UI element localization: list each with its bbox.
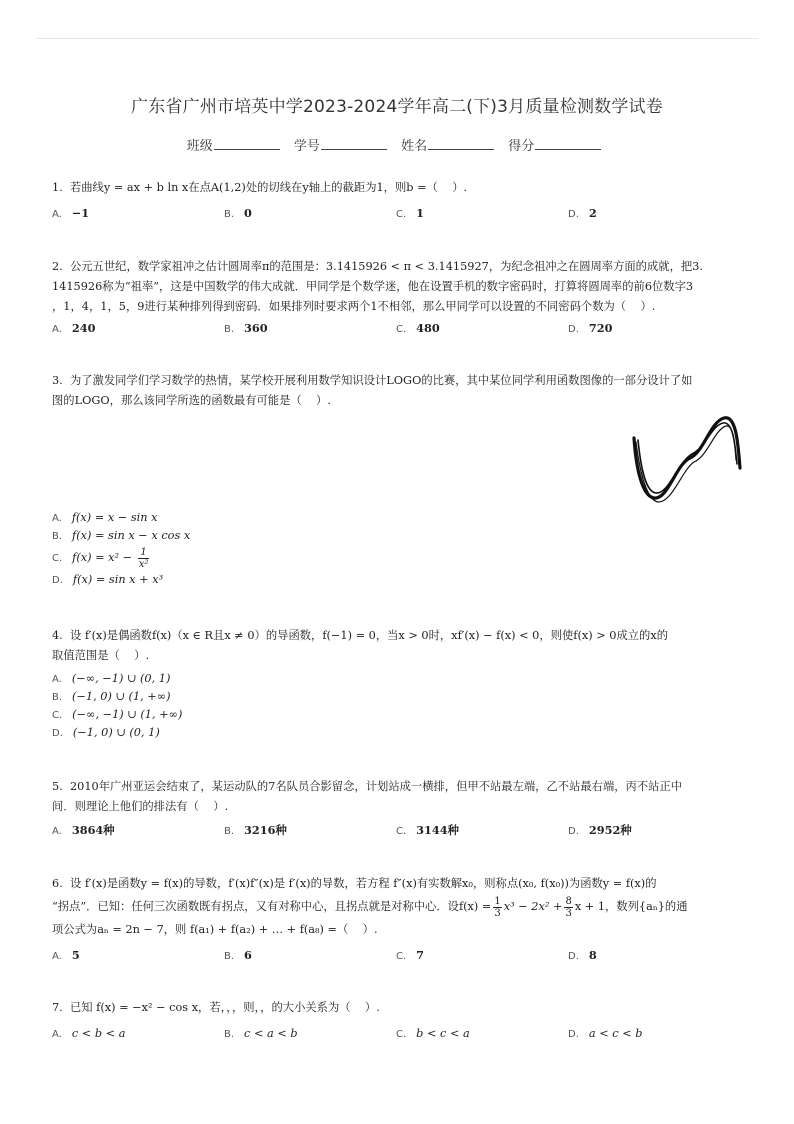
field-class: 班级 (187, 135, 286, 154)
option-b[interactable]: B. 0 (224, 206, 252, 220)
question-2 (52, 257, 742, 317)
question-stem: 5. 2010年广州亚运会结束了，某运动队的7名队员合影留念，计划站成一横排，但甲不站最左端，乙不站最右端，丙不站正中 间．则理论上他们的排法有（ ）. (52, 780, 683, 813)
option-b[interactable]: B. (−1, 0) ∪ (1, +∞) (52, 690, 171, 703)
question-stem-line-2: “拐点”．已知：任何三次函数既有拐点，又有对称中心，且拐点就是对称中心．设f(x) = $\frac{1}{3}$ x³ − 2x² + $\frac{8}{3}$ x + 1，数列{aₙ}的通 (52, 895, 688, 919)
question-stem-line-3: 项公式为aₙ = 2n − 7，则 f(a₁) + f(a₂) + … + f(a₈) =（ ）. (52, 923, 378, 936)
option-a[interactable]: A. 240 (52, 321, 96, 335)
field-name: 姓名 (401, 135, 500, 154)
option-b[interactable]: B. 360 (224, 321, 268, 335)
option-c[interactable]: C. f(x) = x² − $\frac{1}{\text{x²}}$ (52, 546, 149, 570)
option-d[interactable]: D. (−1, 0) ∪ (0, 1) (52, 726, 160, 739)
page-title: 广东省广州市培英中学2023-2024学年高二(下)3月质量检测数学试卷 (131, 97, 663, 117)
fraction: $\frac{8}{3}$ (565, 895, 572, 919)
option-b[interactable]: B. 6 (224, 948, 252, 962)
score-blank[interactable] (535, 149, 601, 150)
option-b[interactable]: B. 3216种 (224, 823, 287, 837)
option-c[interactable]: C. 480 (396, 321, 440, 335)
option-b[interactable]: B. f(x) = sin x − x cos x (52, 529, 191, 542)
option-a[interactable]: A. (−∞, −1) ∪ (0, 1) (52, 672, 171, 685)
question-1-options (52, 206, 742, 224)
question-5-options (52, 822, 742, 840)
option-a[interactable]: A. 3864种 (52, 823, 115, 837)
fraction: $\frac{1}{3}$ (494, 895, 501, 919)
question-4-options (52, 670, 742, 742)
option-d[interactable]: D. 8 (568, 948, 597, 962)
question-4 (52, 626, 742, 666)
question-6 (52, 874, 742, 940)
logo-wave-icon (628, 412, 744, 504)
question-6-options (52, 948, 742, 966)
option-c[interactable]: C. 3144种 (396, 823, 459, 837)
option-c[interactable]: C. 7 (396, 948, 425, 962)
student-info-row (0, 135, 794, 154)
question-stem: 1. 若曲线y = ax + b ln x在点A(1,2)处的切线在y轴上的截距为1，则b =（ ）. (52, 181, 468, 194)
student-id-blank[interactable] (321, 149, 387, 150)
option-a[interactable]: A. f(x) = x − sin x (52, 511, 158, 524)
question-7-options (52, 1027, 742, 1045)
question-7 (52, 998, 742, 1018)
question-stem: 2. 公元五世纪，数学家祖冲之估计圆周率π的范围是：3.1415926 < π < 3.1415927，为纪念祖冲之在圆周率方面的成就，把3. 1415926称为“祖率”，这是中国数学的伟大成就．甲同学是个数学迷，他在设置手机的数字密码时，打算将圆周率的前6位数字3 ，1，4，1，5，9进行某种排列得到密码．如果排列时要求两个1不相邻，那么甲同学可以设置的不同密码个数为（ ）. (52, 260, 703, 313)
name-blank[interactable] (428, 149, 494, 150)
question-5 (52, 777, 742, 817)
top-divider (36, 38, 758, 39)
option-d[interactable]: D. f(x) = sin x + x³ (52, 573, 164, 586)
option-a[interactable]: A. 5 (52, 948, 80, 962)
option-a[interactable]: A. c < b < a (52, 1027, 126, 1040)
fraction: $\frac{1}{\text{x²}}$ (138, 546, 149, 570)
class-blank[interactable] (214, 149, 280, 150)
option-c[interactable]: C. 1 (396, 206, 425, 220)
question-stem: 4. 设 f′(x)是偶函数f(x)（x ∈ R且x ≠ 0）的导函数，f(−1) = 0，当x > 0时，xf′(x) − f(x) < 0，则使f(x) > 0成立的x的 取值范围是（ ）. (52, 629, 669, 662)
question-stem: 7. 已知 f(x) = −x² − cos x，若，，，则，，的大小关系为（ ）. (52, 1001, 380, 1014)
question-stem: 3. 为了激发同学们学习数学的热情，某学校开展利用数学知识设计LOGO的比赛，其中某位同学利用函数图像的一部分设计了如 图的LOGO，那么该同学所选的函数最有可能是（ ）. (52, 374, 693, 407)
field-student-id: 学号 (294, 135, 393, 154)
question-2-options (52, 321, 742, 339)
option-d[interactable]: D. a < c < b (568, 1027, 643, 1040)
option-d[interactable]: D. 2 (568, 206, 597, 220)
option-a[interactable]: A. −1 (52, 206, 90, 220)
question-3 (52, 371, 742, 411)
logo-figure (628, 412, 744, 504)
question-1 (52, 178, 742, 198)
option-b[interactable]: B. c < a < b (224, 1027, 298, 1040)
option-d[interactable]: D. 720 (568, 321, 613, 335)
option-c[interactable]: C. b < c < a (396, 1027, 470, 1040)
option-c[interactable]: C. (−∞, −1) ∪ (1, +∞) (52, 708, 183, 721)
question-3-options (52, 509, 742, 589)
option-d[interactable]: D. 2952种 (568, 823, 632, 837)
field-score: 得分 (508, 135, 607, 154)
question-stem-line-1: 6. 设 f′(x)是函数y = f(x)的导数，f′(x)f″(x)是 f′(x)的导数，若方程 f″(x)有实数解x₀，则称点(x₀, f(x₀))为函数y = f(x)的 (52, 877, 657, 890)
